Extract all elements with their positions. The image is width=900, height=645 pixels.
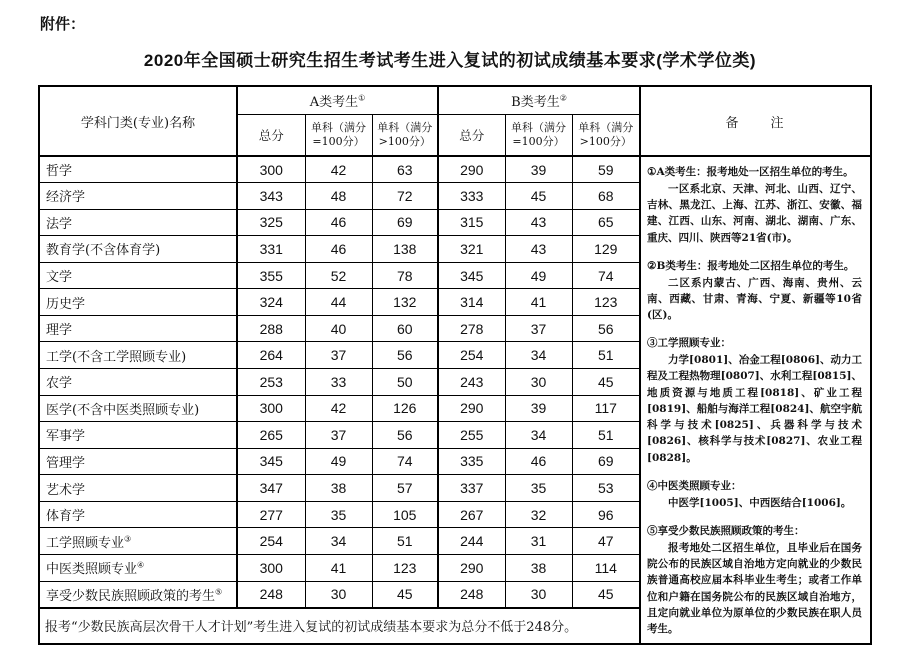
score-cell-b-2: 53	[572, 475, 640, 502]
score-cell-a-0: 347	[237, 475, 305, 502]
score-cell-a-0: 288	[237, 315, 305, 342]
score-cell-b-1: 35	[505, 475, 572, 502]
footer-note: 报考“少数民族高层次骨干人才计划”考生进入复试的初试成绩基本要求为总分不低于248分。	[39, 608, 640, 645]
column-header-group-a	[237, 86, 438, 114]
group-a-label: A类考生	[309, 94, 359, 110]
score-cell-a-0: 254	[237, 528, 305, 555]
score-cell-a-1: 52	[305, 262, 372, 289]
score-cell-b-2: 69	[572, 448, 640, 475]
score-cell-b-0: 315	[438, 209, 505, 236]
score-cell-a-0: 264	[237, 342, 305, 369]
column-header-b-single-gt100: 单科（满分>100分）	[572, 114, 640, 156]
subject-cell: 管理学	[39, 448, 237, 475]
subject-cell: 哲学	[39, 156, 237, 183]
column-header-group-b	[438, 86, 640, 114]
subject-footnote-mark: ④	[137, 560, 145, 570]
score-cell-a-2: 74	[372, 448, 438, 475]
score-cell-b-1: 41	[505, 289, 572, 316]
column-header-b-total: 总分	[438, 114, 505, 156]
score-cell-b-2: 65	[572, 209, 640, 236]
score-cell-b-0: 290	[438, 156, 505, 183]
score-cell-a-1: 49	[305, 448, 372, 475]
score-cell-b-2: 74	[572, 262, 640, 289]
score-cell-a-1: 35	[305, 501, 372, 528]
score-cell-b-1: 46	[505, 448, 572, 475]
score-cell-b-1: 34	[505, 342, 572, 369]
subject-cell: 历史学	[39, 289, 237, 316]
score-cell-a-0: 345	[237, 448, 305, 475]
score-cell-a-1: 48	[305, 183, 372, 210]
subject-cell: 中医类照顾专业④	[39, 554, 237, 581]
attachment-label: 附件：	[40, 16, 86, 33]
score-cell-b-2: 59	[572, 156, 640, 183]
score-cell-a-0: 355	[237, 262, 305, 289]
score-cell-b-0: 278	[438, 315, 505, 342]
score-cell-a-1: 38	[305, 475, 372, 502]
table-header	[39, 86, 871, 156]
remark-note-head: ④中医类照顾专业：	[647, 479, 742, 492]
score-cell-a-0: 300	[237, 156, 305, 183]
column-header-a-single100: 单科（满分=100分）	[305, 114, 372, 156]
group-b-label: B类考生	[511, 94, 560, 110]
remark-note-head: ③工学照顾专业：	[647, 337, 732, 350]
score-cell-b-2: 114	[572, 554, 640, 581]
score-cell-b-0: 243	[438, 369, 505, 396]
group-a-footnote-mark: ①	[358, 93, 366, 103]
score-cell-b-2: 123	[572, 289, 640, 316]
score-cell-a-2: 51	[372, 528, 438, 555]
score-cell-b-1: 30	[505, 581, 572, 608]
subject-cell: 享受少数民族照顾政策的考生⑤	[39, 581, 237, 608]
group-b-footnote-mark: ②	[559, 93, 567, 103]
score-cell-a-1: 40	[305, 315, 372, 342]
score-cell-a-0: 343	[237, 183, 305, 210]
score-cell-b-1: 39	[505, 395, 572, 422]
remark-note-head: ②B类考生：报考地处二区招生单位的考生。	[647, 259, 855, 272]
score-cell-b-1: 31	[505, 528, 572, 555]
score-cell-b-0: 290	[438, 395, 505, 422]
score-cell-a-2: 126	[372, 395, 438, 422]
score-cell-b-1: 49	[505, 262, 572, 289]
score-cell-b-1: 38	[505, 554, 572, 581]
score-cell-a-1: 46	[305, 209, 372, 236]
score-cell-b-1: 39	[505, 156, 572, 183]
score-cell-a-2: 63	[372, 156, 438, 183]
score-cell-a-0: 324	[237, 289, 305, 316]
column-header-b-single100: 单科（满分=100分）	[505, 114, 572, 156]
table-body	[39, 156, 871, 644]
score-cell-a-0: 325	[237, 209, 305, 236]
score-cell-a-2: 123	[372, 554, 438, 581]
subject-cell: 文学	[39, 262, 237, 289]
subject-cell: 艺术学	[39, 475, 237, 502]
remark-note-body: 报考地处二区招生单位，且毕业后在国务院公布的民族区域自治地方定向就业的少数民族普通高校应届本科毕业生考生；或者工作单位和户籍在国务院公布的民族区域自治地方，且定向就业单位为原单位的少数民族在职人员考生。	[647, 541, 863, 636]
subject-footnote-mark: ③	[124, 534, 132, 544]
subject-cell: 法学	[39, 209, 237, 236]
table-row	[39, 156, 871, 183]
score-cell-a-0: 248	[237, 581, 305, 608]
remark-note-head: ⑤享受少数民族照顾政策的考生：	[647, 524, 805, 537]
subject-footnote-mark: ⑤	[215, 587, 223, 597]
score-cell-a-2: 45	[372, 581, 438, 608]
score-table	[38, 85, 872, 645]
subject-cell: 工学照顾专业③	[39, 528, 237, 555]
score-cell-b-2: 45	[572, 369, 640, 396]
remark-note-head: ①A类考生：报考地处一区招生单位的考生。	[647, 166, 854, 178]
score-cell-b-1: 45	[505, 183, 572, 210]
score-cell-b-2: 117	[572, 395, 640, 422]
score-cell-b-1: 34	[505, 422, 572, 449]
subject-cell: 农学	[39, 369, 237, 396]
score-cell-b-2: 56	[572, 315, 640, 342]
score-cell-b-0: 255	[438, 422, 505, 449]
subject-cell: 军事学	[39, 422, 237, 449]
score-cell-a-1: 37	[305, 342, 372, 369]
score-cell-a-0: 300	[237, 554, 305, 581]
score-cell-a-2: 72	[372, 183, 438, 210]
score-cell-b-2: 51	[572, 342, 640, 369]
remark-note-body: 二区系内蒙古、广西、海南、贵州、云南、西藏、甘肃、青海、宁夏、新疆等10省(区)。	[647, 276, 863, 322]
score-cell-a-2: 132	[372, 289, 438, 316]
column-header-subject: 学科门类(专业)名称	[39, 86, 237, 156]
score-cell-b-0: 314	[438, 289, 505, 316]
column-header-a-total: 总分	[237, 114, 305, 156]
score-cell-a-0: 253	[237, 369, 305, 396]
remark-note-body: 中医学[1005]、中西医结合[1006]。	[668, 496, 852, 509]
score-cell-a-1: 46	[305, 236, 372, 263]
subject-cell: 体育学	[39, 501, 237, 528]
subject-cell: 工学(不含工学照顾专业)	[39, 342, 237, 369]
score-cell-a-1: 37	[305, 422, 372, 449]
score-cell-b-0: 321	[438, 236, 505, 263]
subject-cell: 教育学(不含体育学)	[39, 236, 237, 263]
score-cell-b-0: 345	[438, 262, 505, 289]
score-cell-a-1: 42	[305, 395, 372, 422]
score-cell-b-0: 337	[438, 475, 505, 502]
column-header-remarks: 备 注	[640, 86, 871, 156]
subject-cell: 医学(不含中医类照顾专业)	[39, 395, 237, 422]
page-title: 2020年全国硕士研究生招生考试考生进入复试的初试成绩基本要求(学术学位类)	[143, 51, 757, 70]
subject-cell: 经济学	[39, 183, 237, 210]
score-cell-b-1: 30	[505, 369, 572, 396]
score-cell-b-2: 51	[572, 422, 640, 449]
score-cell-a-0: 277	[237, 501, 305, 528]
score-cell-b-1: 43	[505, 236, 572, 263]
column-header-a-single-gt100: 单科（满分>100分）	[372, 114, 438, 156]
remarks-cell	[640, 156, 871, 644]
score-cell-b-2: 45	[572, 581, 640, 608]
score-cell-a-1: 34	[305, 528, 372, 555]
score-cell-a-0: 265	[237, 422, 305, 449]
score-cell-b-0: 290	[438, 554, 505, 581]
score-cell-a-1: 44	[305, 289, 372, 316]
score-cell-b-2: 68	[572, 183, 640, 210]
score-cell-b-0: 248	[438, 581, 505, 608]
score-cell-a-0: 331	[237, 236, 305, 263]
remark-note-body: 力学[0801]、冶金工程[0806]、动力工程及工程热物理[0807]、水利工程[0815]、地质资源与地质工程[0818]、矿业工程[0819]、船舶与海洋工程[0824]、航空宇航科学与技术[0825]、兵器科学与技术[0826]、核科学与技术[0827]、农业工程[0828]。	[647, 354, 863, 464]
score-cell-a-2: 105	[372, 501, 438, 528]
score-cell-b-0: 267	[438, 501, 505, 528]
score-cell-b-0: 244	[438, 528, 505, 555]
score-cell-a-2: 56	[372, 422, 438, 449]
score-cell-b-0: 335	[438, 448, 505, 475]
score-cell-a-2: 57	[372, 475, 438, 502]
score-cell-a-2: 78	[372, 262, 438, 289]
score-cell-a-2: 50	[372, 369, 438, 396]
score-cell-b-2: 96	[572, 501, 640, 528]
score-cell-b-0: 333	[438, 183, 505, 210]
score-cell-b-1: 37	[505, 315, 572, 342]
score-cell-a-0: 300	[237, 395, 305, 422]
score-cell-a-2: 69	[372, 209, 438, 236]
score-cell-b-1: 43	[505, 209, 572, 236]
score-cell-b-2: 47	[572, 528, 640, 555]
score-cell-a-1: 30	[305, 581, 372, 608]
score-cell-b-2: 129	[572, 236, 640, 263]
score-cell-a-2: 56	[372, 342, 438, 369]
score-cell-b-1: 32	[505, 501, 572, 528]
subject-cell: 理学	[39, 315, 237, 342]
score-cell-a-2: 60	[372, 315, 438, 342]
score-cell-a-1: 42	[305, 156, 372, 183]
score-cell-a-2: 138	[372, 236, 438, 263]
score-cell-a-1: 33	[305, 369, 372, 396]
remark-note-body: 一区系北京、天津、河北、山西、辽宁、吉林、黑龙江、上海、江苏、浙江、安徽、福建、江西、山东、河南、湖北、湖南、广东、重庆、四川、陕西等21省(市)。	[647, 182, 863, 244]
score-cell-b-0: 254	[438, 342, 505, 369]
score-cell-a-1: 41	[305, 554, 372, 581]
